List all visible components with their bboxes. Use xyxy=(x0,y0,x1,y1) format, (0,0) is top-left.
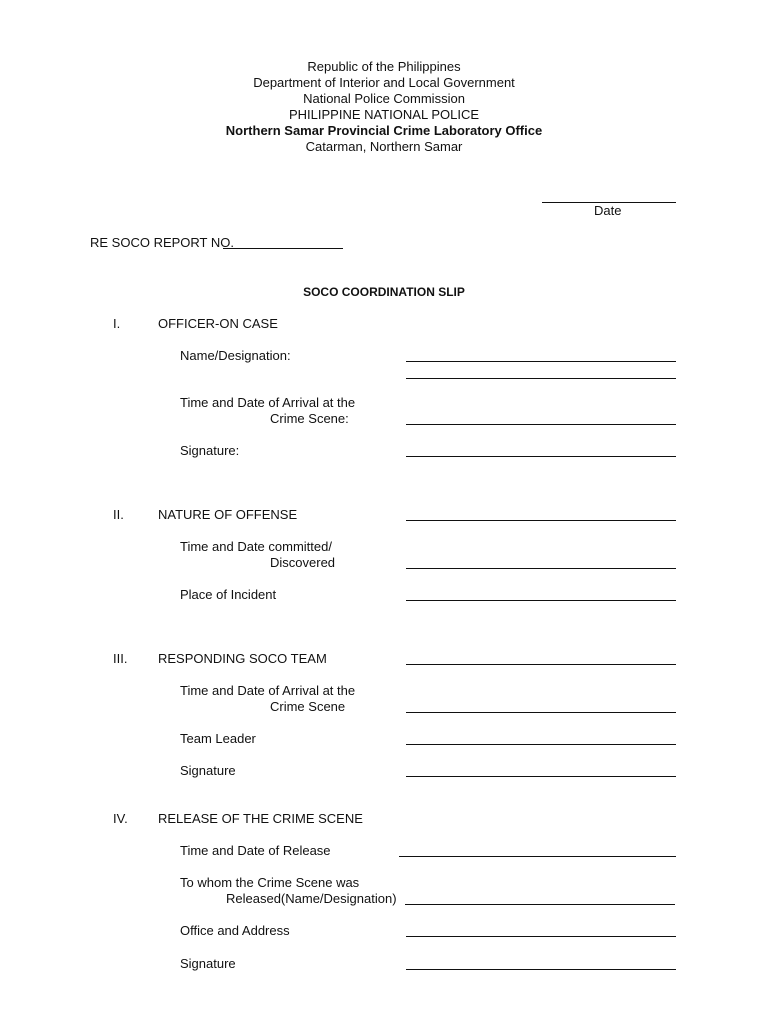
section-2-title: NATURE OF OFFENSE xyxy=(158,507,298,522)
office-address-field[interactable] xyxy=(406,924,676,937)
release-time-label: Time and Date of Release xyxy=(180,843,331,858)
team-signature-field[interactable] xyxy=(406,764,676,777)
committed-label-2: Discovered xyxy=(270,555,336,570)
team-arrival-label-2: Crime Scene xyxy=(270,699,346,714)
letterhead-department: Department of Interior and Local Government xyxy=(253,75,515,90)
section-3-numeral: III. xyxy=(113,651,128,666)
officer-arrival-field[interactable] xyxy=(406,412,676,425)
team-signature-label: Signature xyxy=(180,763,236,778)
letterhead-office: Northern Samar Provincial Crime Laboratory Office xyxy=(225,123,543,138)
date-label: Date xyxy=(594,203,622,218)
team-arrival-field[interactable] xyxy=(406,700,676,713)
section-4-numeral: IV. xyxy=(113,811,128,826)
section-3-title: RESPONDING SOCO TEAM xyxy=(158,651,327,666)
officer-arrival-label-2: Crime Scene: xyxy=(270,411,349,426)
section-1-title: OFFICER-ON CASE xyxy=(158,316,278,331)
officer-signature-label: Signature: xyxy=(180,443,240,458)
report-no-label: RE SOCO REPORT NO. xyxy=(90,235,234,250)
officer-name-field-2[interactable] xyxy=(406,366,676,379)
section-2-numeral: II. xyxy=(113,507,124,522)
officer-arrival-label-1: Time and Date of Arrival at the xyxy=(180,395,356,410)
offense-field[interactable] xyxy=(406,508,676,521)
officer-name-label: Name/Designation: xyxy=(180,348,291,363)
release-signature-field[interactable] xyxy=(406,957,676,970)
release-signature-label: Signature xyxy=(180,956,236,971)
section-4-title: RELEASE OF THE CRIME SCENE xyxy=(158,811,363,826)
place-label: Place of Incident xyxy=(180,587,277,602)
office-address-label: Office and Address xyxy=(180,923,290,938)
released-to-label-2: Released(Name/Designation) xyxy=(226,891,397,906)
officer-name-field[interactable] xyxy=(406,349,676,362)
officer-signature-field[interactable] xyxy=(406,444,676,457)
committed-label-1: Time and Date committed/ xyxy=(180,539,332,554)
place-field[interactable] xyxy=(406,588,676,601)
letterhead-commission: National Police Commission xyxy=(303,91,465,106)
released-to-field[interactable] xyxy=(405,892,675,905)
released-to-label-1: To whom the Crime Scene was xyxy=(180,875,360,890)
letterhead-republic: Republic of the Philippines xyxy=(307,59,461,74)
team-arrival-label-1: Time and Date of Arrival at the xyxy=(180,683,356,698)
committed-field[interactable] xyxy=(406,556,676,569)
form-title: SOCO COORDINATION SLIP xyxy=(303,285,465,299)
release-time-field[interactable] xyxy=(399,844,676,857)
section-1-numeral: I. xyxy=(113,316,121,331)
report-no-field[interactable] xyxy=(223,236,343,249)
soco-team-field[interactable] xyxy=(406,652,676,665)
date-field[interactable] xyxy=(542,190,676,203)
letterhead-location: Catarman, Northern Samar xyxy=(305,139,463,154)
team-leader-label: Team Leader xyxy=(180,731,256,746)
team-leader-field[interactable] xyxy=(406,732,676,745)
letterhead-pnp: PHILIPPINE NATIONAL POLICE xyxy=(289,107,479,122)
